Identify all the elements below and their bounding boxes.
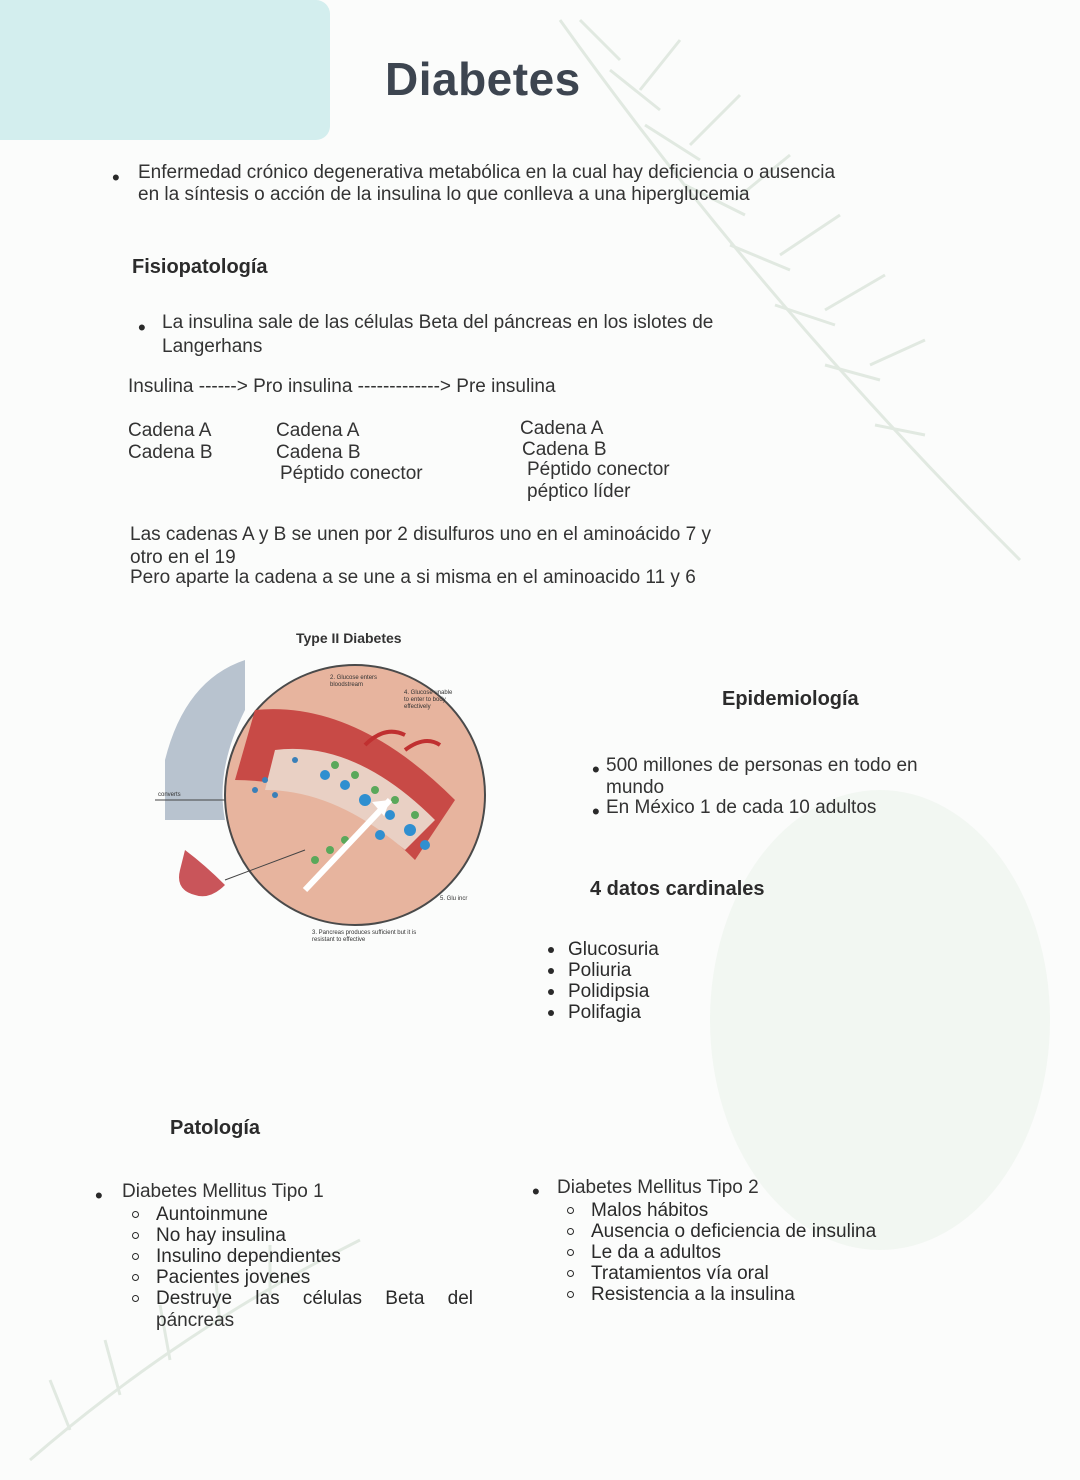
col3-chain-a: Cadena A: [520, 418, 604, 439]
bullet-dot: •: [138, 315, 146, 340]
list-item: Insulino dependientes: [130, 1246, 473, 1267]
paragraph-line-1: Las cadenas A y B se unen por 2 disulfuros uno en el aminoácido 7 y: [130, 524, 711, 545]
epidemiologia-heading: Epidemiología: [722, 688, 859, 710]
col2-chain-b: Cadena B: [276, 442, 361, 463]
figure-title: Type II Diabetes: [296, 630, 402, 646]
list-item: Pacientes jovenes: [130, 1267, 473, 1288]
epi-item-2: En México 1 de cada 10 adultos: [606, 797, 877, 818]
intro-line-2: en la síntesis o acción de la insulina lo que conlleva a una hiperglucemia: [138, 184, 750, 205]
fisio-bullet-line-1: La insulina sale de las células Beta del páncreas en los islotes de: [162, 312, 714, 333]
intro-line-1: Enfermedad crónico degenerativa metabólica en la cual hay deficiencia o ausencia: [138, 162, 836, 183]
bullet-dot: •: [112, 165, 120, 190]
list-item: [130, 1288, 473, 1309]
list-item: No hay insulina: [130, 1225, 473, 1246]
list-item: Poliuria: [546, 960, 659, 981]
epi-item-1-line-2: mundo: [606, 777, 665, 798]
epi-item-1-line-1: 500 millones de personas en todo en: [606, 755, 918, 776]
col1-chain-a: Cadena A: [128, 420, 212, 441]
bullet-dot: •: [592, 757, 600, 782]
tipo2-list: [565, 1200, 876, 1305]
fisio-bullet-line-2: Langerhans: [162, 336, 263, 357]
paragraph-line-2: otro en el 19: [130, 547, 236, 568]
list-item: Polidipsia: [546, 981, 659, 1002]
tipo1-last-line-1: Destruye las células Beta del: [156, 1288, 474, 1309]
col2-chain-a: Cadena A: [276, 420, 360, 441]
list-item: Glucosuria: [546, 939, 659, 960]
col3-chain-b: Cadena B: [522, 439, 607, 460]
list-item: Malos hábitos: [565, 1200, 876, 1221]
tipo1-list: [130, 1204, 473, 1309]
cardinales-list: [546, 939, 659, 1023]
tipo1-last-line-2: páncreas: [156, 1310, 235, 1331]
figure-label-5: 5. Glu incr: [440, 896, 468, 902]
fisiopatologia-heading: Fisiopatología: [132, 256, 268, 278]
paragraph-line-3: Pero aparte la cadena a se une a si misma en el aminoacido 11 y 6: [130, 567, 696, 588]
list-item: Polifagia: [546, 1002, 659, 1023]
bullet-dot: •: [592, 799, 600, 824]
list-item: Ausencia o deficiencia de insulina: [565, 1221, 876, 1242]
insulin-flow: Insulina ------> Pro insulina -------------> Pre insulina: [128, 376, 556, 397]
bullet-dot: •: [95, 1183, 103, 1208]
list-item: Le da a adultos: [565, 1242, 876, 1263]
cardinales-heading: 4 datos cardinales: [590, 878, 765, 900]
list-item: Tratamientos vía oral: [565, 1263, 876, 1284]
list-item: Auntoinmune: [130, 1204, 473, 1225]
list-item: Resistencia a la insulina: [565, 1284, 876, 1305]
figure-label-1: converts: [158, 792, 181, 798]
tipo2-title: Diabetes Mellitus Tipo 2: [557, 1177, 759, 1198]
col3-leader: péptico líder: [527, 481, 631, 502]
figure-label-2: 2. Glucose enters bloodstream: [330, 675, 378, 688]
patologia-heading: Patología: [170, 1117, 261, 1139]
header-tab: [0, 0, 330, 140]
col2-peptide: Péptido conector: [280, 463, 423, 484]
col1-chain-b: Cadena B: [128, 442, 213, 463]
figure-label-4: 4. Glucose unable to enter to body effectively: [404, 690, 453, 710]
figure-label-3: 3. Pancreas produces sufficient but it is resistant to effective: [312, 930, 417, 943]
page-title: Diabetes: [385, 53, 581, 105]
bullet-dot: •: [532, 1179, 540, 1204]
tipo1-title: Diabetes Mellitus Tipo 1: [122, 1181, 324, 1202]
col3-peptide: Péptido conector: [527, 459, 670, 480]
